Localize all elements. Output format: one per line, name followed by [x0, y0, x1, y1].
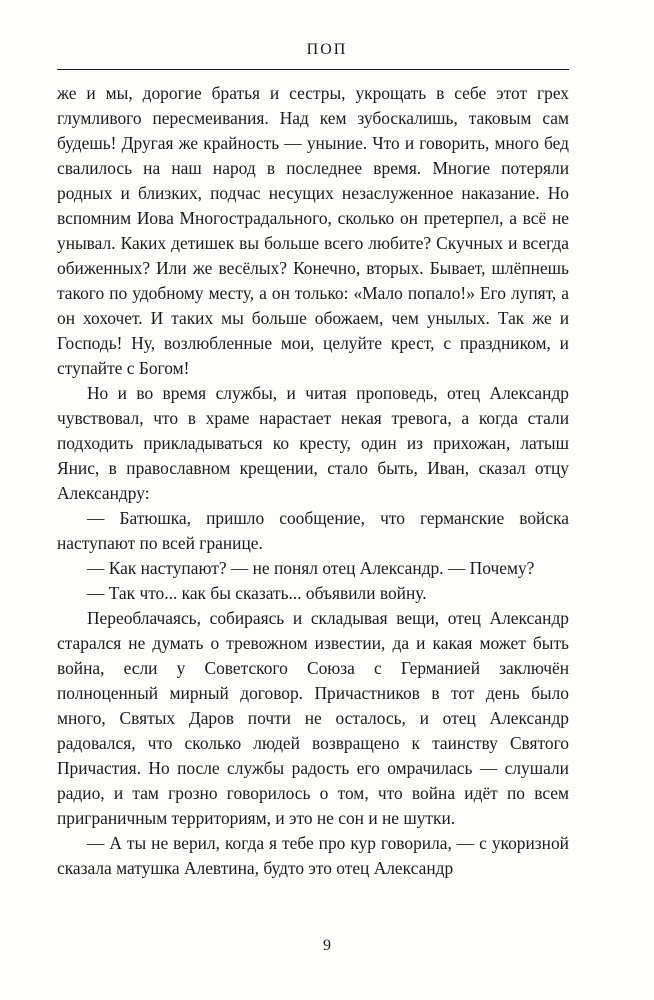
- paragraph-continued: же и мы, дорогие братья и сестры, укрощать в себе этот грех глумливого пересмеивания. Над кем зубоскалишь, таковым сам будешь! Другая же крайность — уныние. Что и говорить, много бед свалилось на наш народ в последнее время. Многие потеряли родных и близких, подчас несущих незаслуженное наказание. Но вспомним Иова Многострадального, сколько он претерпел, а всё не унывал. Каких детишек вы больше всего любите? Скучных и всегда обиженных? Или же весёлых? Конечно, вторых. Бывает, шлёпнешь такого по удобному месту, а он только: «Мало попало!» Его лупят, а он хохочет. И таких мы больше обожаем, чем унылых. Так же и Господь! Ну, возлюбленные мои, целуйте крест, с праздником, и ступайте с Богом!: [57, 83, 569, 378]
- dialogue-line: — Как наступают? — не понял отец Александр. — Почему?: [87, 558, 535, 578]
- running-head: ПОП: [306, 41, 348, 58]
- dialogue-line: — А ты не верил, когда я тебе про кур говорила, — с укоризной сказала матушка Алевтина, будто это отец Александр: [57, 833, 569, 878]
- paragraph: Переоблачаясь, собираясь и складывая вещи, отец Александр старался не думать о тревожном известии, да и какая может быть война, если у Советского Союза с Германией заключён полноценный мирный договор. Причастников в тот день было много, Святых Даров почти не осталось, и отец Александр радовался, что сколько людей возвращено к таинству Святого Причастия. Но после службы радость его омрачилась — слушали радио, и там грозно говорилось о том, что война идёт по всем приграничным территориям, и это не сон и не шутки.: [57, 608, 569, 828]
- dialogue-line: — Так что... как бы сказать... объявили войну.: [87, 583, 427, 603]
- body-text: [57, 81, 569, 881]
- dialogue-line: — Батюшка, пришло сообщение, что германские войска наступают по всей границе.: [57, 508, 569, 553]
- header-rule: [57, 69, 569, 70]
- page-number: 9: [323, 937, 331, 954]
- paragraph: Но и во время службы, и читая проповедь, отец Александр чувствовал, что в храме нарастает некая тревога, а когда стали подходить прикладываться ко кресту, один из прихожан, латыш Янис, в православном крещении, стало быть, Иван, сказал отцу Александру:: [57, 383, 569, 503]
